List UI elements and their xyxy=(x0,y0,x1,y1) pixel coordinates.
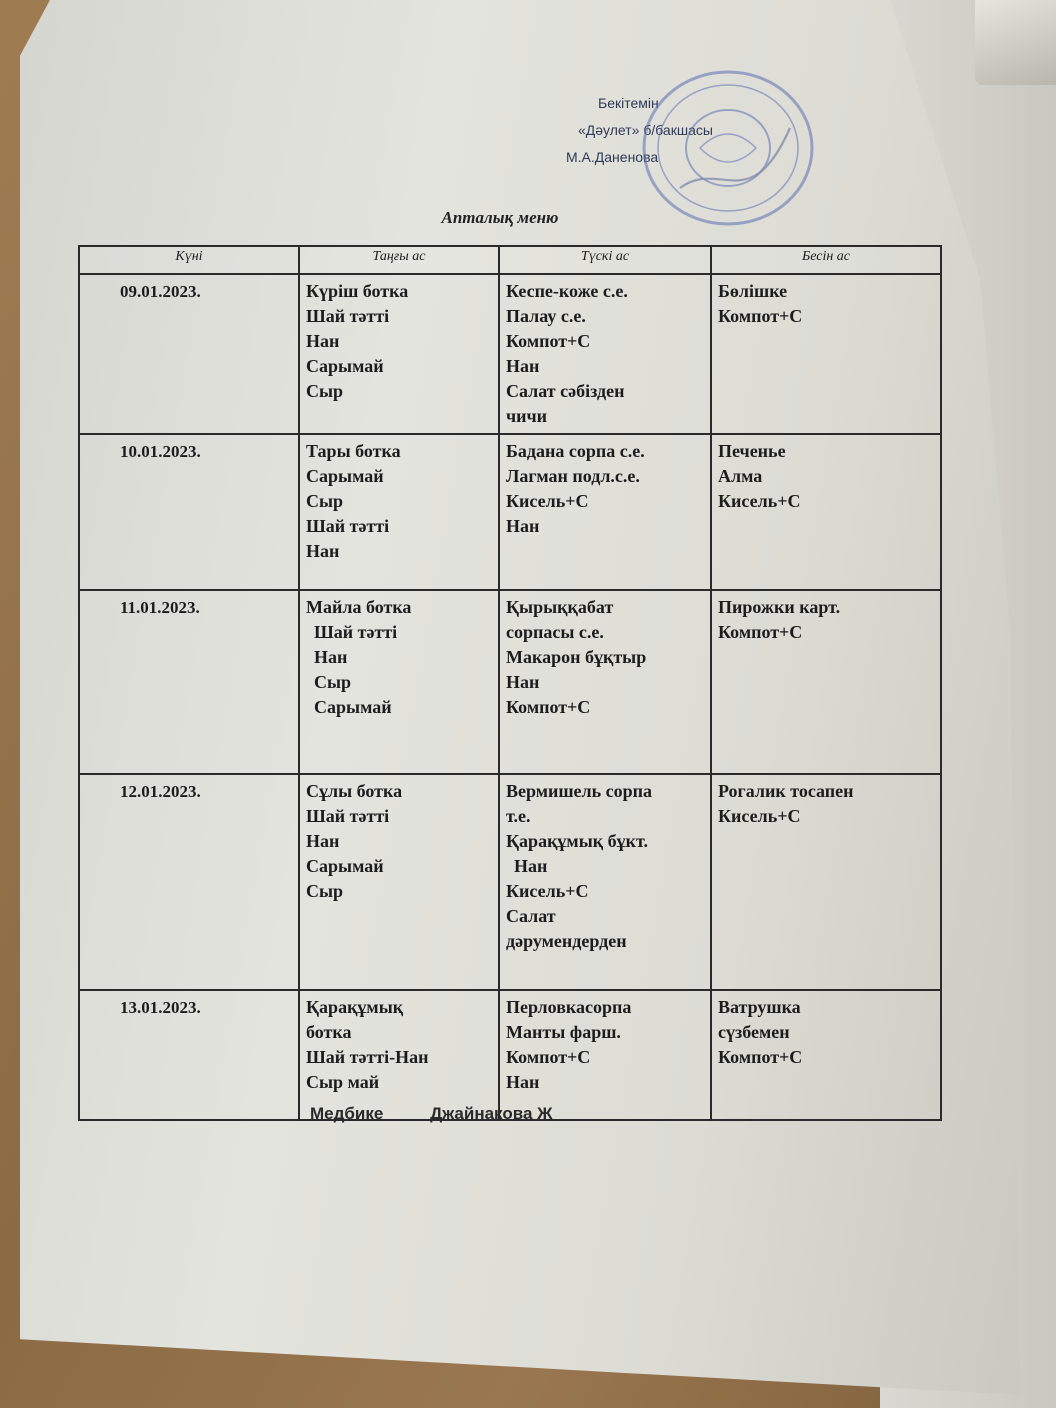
row-date: 13.01.2023. xyxy=(79,990,299,1120)
menu-item: Тары ботка xyxy=(306,441,401,461)
menu-item: Кеспе-коже с.е. xyxy=(506,281,628,301)
menu-item: Компот+С xyxy=(718,1047,803,1067)
row-date: 11.01.2023. xyxy=(79,590,299,774)
approval-line-1: Бекітемін xyxy=(598,95,659,111)
menu-item: Кисель+С xyxy=(718,491,801,511)
menu-item: Печенье xyxy=(718,441,786,461)
menu-item: Кисель+С xyxy=(506,881,589,901)
menu-item: Сарымай xyxy=(306,466,384,486)
menu-item: Салат сәбізден xyxy=(506,381,625,401)
corner-object xyxy=(975,0,1056,85)
snack-cell xyxy=(711,274,941,434)
menu-item: Бөлішке xyxy=(718,281,788,301)
menu-item: Макарон бұқтыр xyxy=(506,647,647,667)
menu-item: Пирожки карт. xyxy=(718,597,841,617)
breakfast-cell xyxy=(299,590,499,774)
menu-item: Кисель+С xyxy=(718,806,801,826)
table-row xyxy=(79,990,941,1120)
menu-item: Сыр май xyxy=(306,1072,380,1092)
menu-item: Нан xyxy=(506,516,540,536)
header-snack: Бесін ас xyxy=(711,246,941,274)
menu-item: Шай тәтті xyxy=(306,806,390,826)
menu-item: Салат xyxy=(506,906,556,926)
menu-item: Шай тәтті-Нан xyxy=(306,1047,429,1067)
menu-item: Перловкасорпа xyxy=(506,997,632,1017)
table-row xyxy=(79,774,941,990)
snack-cell xyxy=(711,590,941,774)
header-day: Күні xyxy=(79,246,299,274)
menu-item: Сыр xyxy=(306,491,344,511)
menu-item: Вермишель сорпа xyxy=(506,781,653,801)
menu-item: Қырыққабат xyxy=(506,597,614,617)
approval-line-3: М.А.Даненова xyxy=(566,149,659,165)
lunch-cell xyxy=(499,774,711,990)
menu-title: Апталық меню xyxy=(441,208,559,227)
menu-item: Сарымай xyxy=(314,697,392,717)
menu-item: Нан xyxy=(514,856,548,876)
menu-item: Кисель+С xyxy=(506,491,589,511)
table-row xyxy=(79,590,941,774)
menu-item: Қарақұмық xyxy=(306,997,404,1017)
menu-item: Компот+С xyxy=(506,697,591,717)
menu-item: Нан xyxy=(506,1072,540,1092)
menu-item: т.е. xyxy=(506,806,531,826)
approval-line-2: «Дәулет» б/бакшасы xyxy=(578,122,713,138)
signature-role: Медбике xyxy=(310,1104,384,1123)
lunch-cell xyxy=(499,434,711,590)
row-date: 09.01.2023. xyxy=(79,274,299,434)
lunch-cell xyxy=(499,590,711,774)
menu-item: Нан xyxy=(306,331,340,351)
menu-item: Алма xyxy=(718,466,763,486)
menu-item: Палау с.е. xyxy=(506,306,586,326)
menu-item: Сыр xyxy=(306,881,344,901)
menu-item: Шай тәтті xyxy=(306,306,390,326)
menu-item: Қарақұмық бұкт. xyxy=(506,831,648,851)
weekly-menu-table xyxy=(78,245,942,1121)
menu-item: Сыр xyxy=(306,381,344,401)
lunch-cell xyxy=(499,274,711,434)
breakfast-cell xyxy=(299,434,499,590)
menu-item: Нан xyxy=(306,831,340,851)
menu-item: Ватрушка xyxy=(718,997,801,1017)
menu-item: Бадана сорпа с.е. xyxy=(506,441,645,461)
menu-item: Шай тәтті xyxy=(306,516,390,536)
approval-block xyxy=(560,90,800,171)
menu-item: Нан xyxy=(306,541,340,561)
row-date: 12.01.2023. xyxy=(79,774,299,990)
header-breakfast: Таңғы ас xyxy=(299,246,499,274)
menu-item: Компот+С xyxy=(718,622,803,642)
table-row xyxy=(79,274,941,434)
lunch-cell xyxy=(499,990,711,1120)
snack-cell xyxy=(711,434,941,590)
menu-item: Күріш ботка xyxy=(306,281,409,301)
table-header-row xyxy=(79,246,941,274)
menu-item: Компот+С xyxy=(718,306,803,326)
menu-item: Шай тәтті xyxy=(314,622,398,642)
breakfast-cell xyxy=(299,990,499,1120)
menu-item: Компот+С xyxy=(506,1047,591,1067)
menu-item: Нан xyxy=(506,672,540,692)
menu-item: Сұлы ботка xyxy=(306,781,403,801)
menu-item: сүзбемен xyxy=(718,1022,790,1042)
menu-item: дәрумендерден xyxy=(506,931,627,951)
menu-item: Манты фарш. xyxy=(506,1022,621,1042)
menu-item: Майла ботка xyxy=(306,597,412,617)
table-row xyxy=(79,434,941,590)
menu-item: чичи xyxy=(506,406,548,426)
snack-cell xyxy=(711,990,941,1120)
menu-item: Лагман подл.с.е. xyxy=(506,466,640,486)
menu-item: Компот+С xyxy=(506,331,591,351)
menu-item: Сарымай xyxy=(306,356,384,376)
snack-cell xyxy=(711,774,941,990)
menu-item: Сарымай xyxy=(306,856,384,876)
breakfast-cell xyxy=(299,274,499,434)
signature-line xyxy=(310,1104,553,1124)
menu-item: Сыр xyxy=(314,672,352,692)
row-date: 10.01.2023. xyxy=(79,434,299,590)
menu-item: Нан xyxy=(314,647,348,667)
signature-name: Джайнакова Ж xyxy=(430,1104,553,1123)
menu-item: Рогалик тосапен xyxy=(718,781,854,801)
header-lunch: Түскі ас xyxy=(499,246,711,274)
menu-item: Нан xyxy=(506,356,540,376)
menu-item: ботка xyxy=(306,1022,352,1042)
menu-item: сорпасы с.е. xyxy=(506,622,604,642)
breakfast-cell xyxy=(299,774,499,990)
